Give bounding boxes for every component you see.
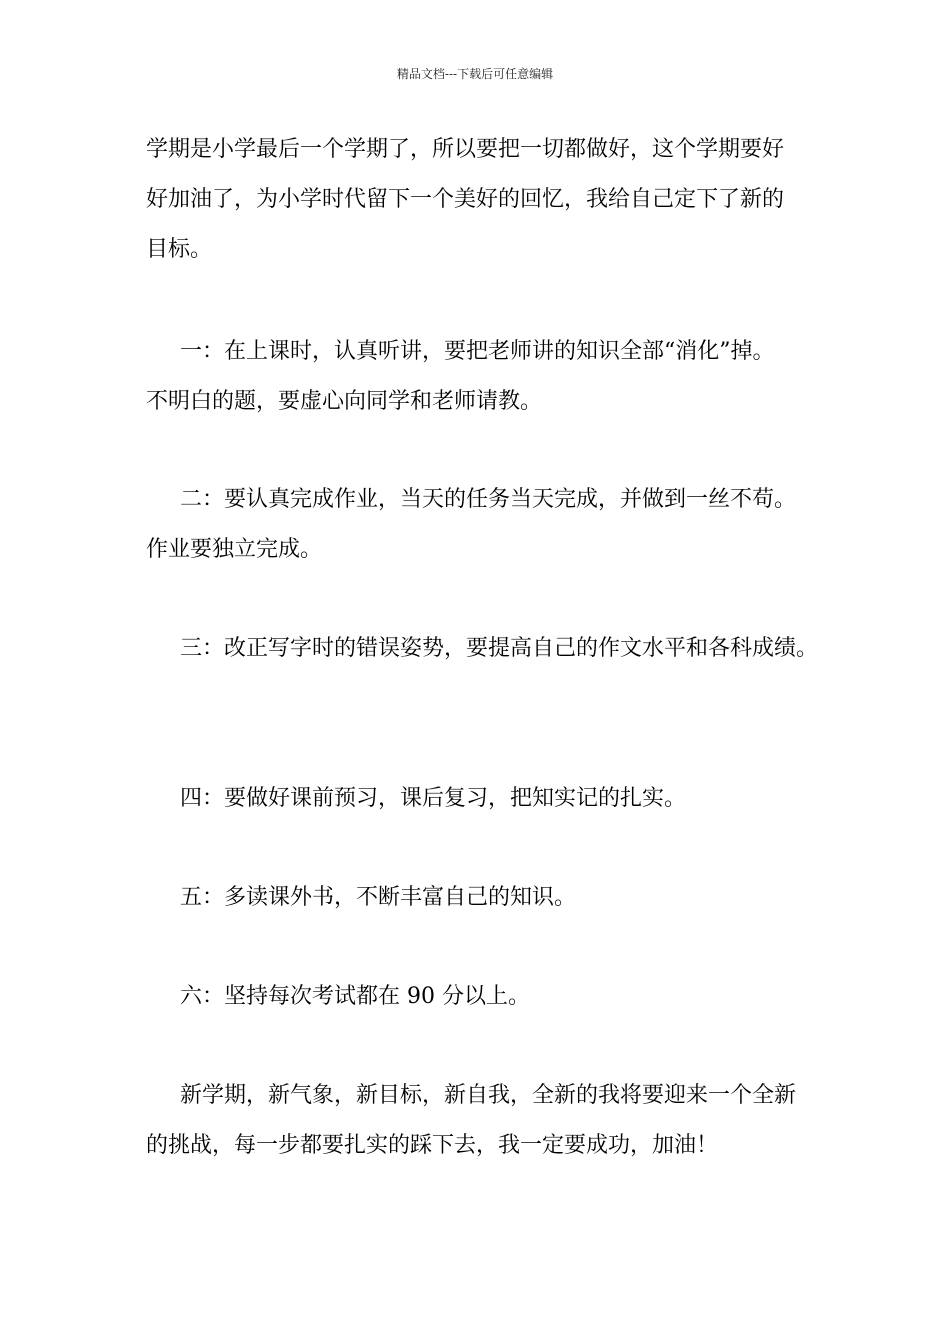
text-line: 二：要认真完成作业，当天的任务当天完成，并做到一丝不苟。: [180, 487, 797, 512]
text-line: 的挑战，每一步都要扎实的踩下去，我一定要成功，加油！: [146, 1133, 719, 1158]
text-line: 四：要做好课前预习，课后复习，把知实记的扎实。: [180, 786, 687, 811]
text-line: 一：在上课时，认真听讲，要把老师讲的知识全部“消化”掉。: [180, 339, 775, 364]
text-line: 不明白的题，要虚心向同学和老师请教。: [146, 389, 543, 414]
page-header: 精品文档---下载后可任意编辑: [396, 67, 554, 81]
text-line: 学期是小学最后一个学期了，所以要把一切都做好，这个学期要好: [146, 137, 785, 162]
text-line: 三：改正写字时的错误姿势，要提高自己的作文水平和各科成绩。: [180, 636, 819, 661]
text-line: 新学期，新气象，新目标，新自我，全新的我将要迎来一个全新: [180, 1083, 797, 1108]
text-line: 五：多读课外书，不断丰富自己的知识。: [180, 885, 577, 910]
text-line: 好加油了，为小学时代留下一个美好的回忆，我给自己定下了新的: [146, 187, 785, 212]
text-line: 作业要独立完成。: [146, 537, 323, 562]
text-line: 六：坚持每次考试都在 90 分以上。: [180, 984, 530, 1009]
text-line: 目标。: [146, 237, 213, 262]
